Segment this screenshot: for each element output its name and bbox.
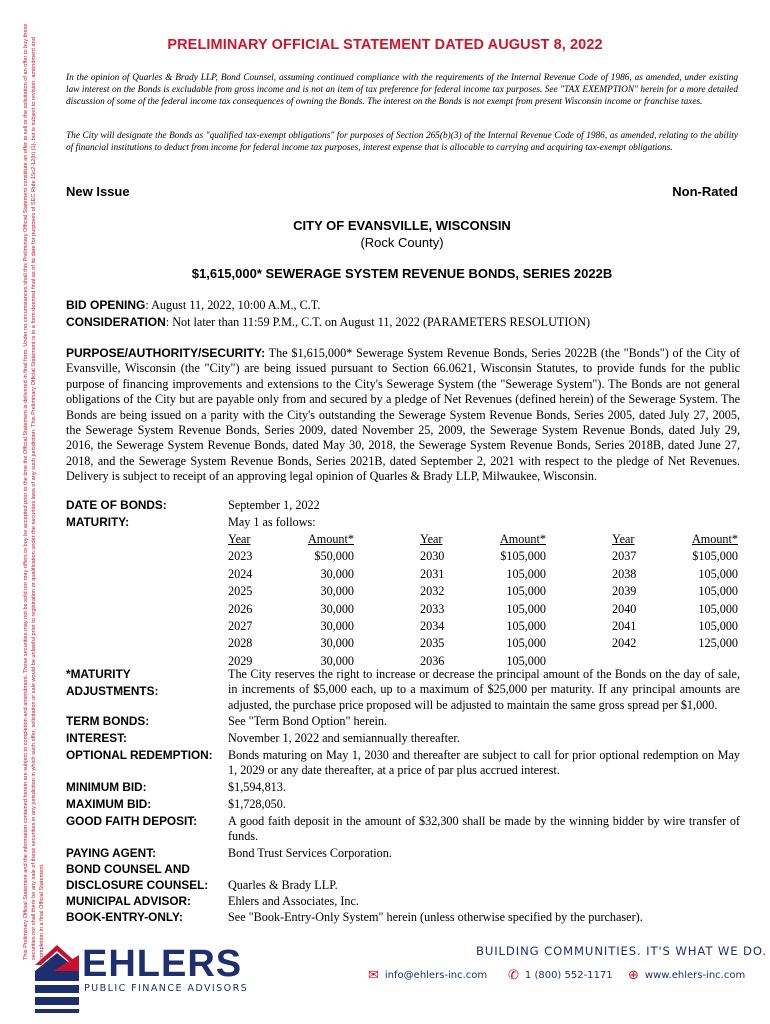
maturity-value: May 1 as follows: bbox=[228, 515, 316, 529]
qualified-obligations-paragraph: The City will designate the Bonds as "qualified tax-exempt obligations" for purposes of Section 265(b)(3) of the Internal Revenue Code of 1986, as amended, relating to the ability of financial institutions to deduct from income for federal income tax purposes, interest expense that is allocable to carrying and acquiring tax-exempt obligations. bbox=[66, 131, 738, 153]
page-title: PRELIMINARY OFFICIAL STATEMENT DATED AUGUST 8, 2022 bbox=[167, 37, 603, 53]
optional-redemption-label: OPTIONAL REDEMPTION: bbox=[66, 748, 213, 762]
maturity-column-3 bbox=[612, 531, 738, 653]
maturity-adjustments-label-2: ADJUSTMENTS: bbox=[66, 684, 159, 698]
purpose-text: The $1,615,000* Sewerage System Revenue Bonds, Series 2022B (the "Bonds") of the City of Evansville, Wisconsin (the "City") are being issued pursuant to Section 66.0621, Wisconsin Statutes, to provide funds for the public purpose of financing improvements and extensions to the City's Sewerage System (the "Sewerage System"). The Bonds are not general obligations of the City but are payable only from and secured by a pledge of Net Revenues (defined herein) of the Sewerage System. The Bonds are being issued on a parity with the City's outstanding the Sewerage System Revenue Bonds, Series 2005, dated July 27, 2005, the Sewerage System Revenue Bonds, Series 2009, dated November 25, 2009, the Sewerage System Revenue Bonds, dated July 29, 2016, the Sewerage System Revenue Bonds, dated May 30, 2018, the Sewerage System Revenue Bonds, Series 2018B, dated June 27, 2018, and the Sewerage System Revenue Bonds, Series 2021B, dated September 2, 2021 with respect to the pledge of Net Revenues. Delivery is subject to receipt of an approving legal opinion of Quarles & Brady LLP, Milwaukee, Wisconsin. bbox=[66, 346, 740, 484]
maturity-row: 2028 30,000 bbox=[228, 636, 354, 651]
maturity-row: 2038 105,000 bbox=[612, 566, 738, 581]
maturity-row: 2040 105,000 bbox=[612, 601, 738, 616]
maturity-label: MATURITY: bbox=[66, 515, 130, 529]
maturity-row: 2037 $105,000 bbox=[612, 549, 738, 564]
book-entry-label: BOOK-ENTRY-ONLY: bbox=[66, 910, 183, 924]
consideration-value: : Not later than 11:59 P.M., C.T. on August 11, 2022 (PARAMETERS RESOLUTION) bbox=[165, 315, 591, 329]
email-text[interactable]: info@ehlers-inc.com bbox=[384, 970, 488, 981]
purpose-paragraph bbox=[66, 346, 740, 485]
term-bonds-value: See "Term Bond Option" herein. bbox=[228, 714, 388, 728]
interest-label: INTEREST: bbox=[66, 731, 127, 745]
maturity-adjustments-value: The City reserves the right to increase or decrease the principal amount of the Bonds on the day of sale, in increments of $5,000 each, up to a maximum of $25,000 per maturity. If any principal amounts are adjusted, the purchase price proposed will be adjusted to maintain the same gross spread per $1,000. bbox=[228, 667, 740, 712]
consideration bbox=[66, 315, 738, 330]
maturity-row: 2032 105,000 bbox=[420, 584, 546, 599]
maturity-row: 2033 105,000 bbox=[420, 601, 546, 616]
bond-counsel-value: Quarles & Brady LLP. bbox=[228, 878, 338, 892]
date-of-bonds-value: September 1, 2022 bbox=[228, 498, 320, 512]
maturity-row: 2031 105,000 bbox=[420, 566, 546, 581]
maximum-bid-label: MAXIMUM BID: bbox=[66, 797, 152, 811]
paying-agent-label: PAYING AGENT: bbox=[66, 846, 157, 860]
rating: Non-Rated bbox=[672, 184, 738, 199]
maturity-column-2 bbox=[420, 531, 546, 670]
optional-redemption-value: Bonds maturing on May 1, 2030 and thereafter are subject to call for prior optional redemption on May 1, 2029 or any date thereafter, at a price of par plus accrued interest. bbox=[228, 748, 740, 778]
contact-email[interactable] bbox=[368, 968, 487, 983]
issue-type: New Issue bbox=[66, 184, 130, 199]
term-bonds-label: TERM BONDS: bbox=[66, 714, 150, 728]
good-faith-deposit-label: GOOD FAITH DEPOSIT: bbox=[66, 814, 198, 828]
phone-text[interactable]: 1 (800) 552-1171 bbox=[524, 970, 613, 981]
bid-opening-label: BID OPENING bbox=[66, 298, 146, 312]
maturity-row: 2024 30,000 bbox=[228, 566, 354, 581]
year-header: Year bbox=[612, 532, 635, 546]
tax-exemption-paragraph: In the opinion of Quarles & Brady LLP, Bond Counsel, assuming continued compliance with the requirements of the Internal Revenue Code of 1986, as amended, under existing law interest on the Bonds is excludable from gross income and is not an item of tax preference for federal income tax purposes. See "TAX EXEMPTION" herein for a more detailed discussion of some of the federal income tax consequences of owning the Bonds. The interest on the Bonds is not exempt from present Wisconsin income or franchise taxes. bbox=[66, 73, 738, 107]
amount-header: Amount* bbox=[499, 532, 546, 546]
county-name: (Rock County) bbox=[360, 235, 444, 250]
maximum-bid-value: $1,728,050. bbox=[228, 797, 286, 811]
maturity-row: 2023 $50,000 bbox=[228, 549, 354, 564]
purpose-label: PURPOSE/AUTHORITY/SECURITY: bbox=[66, 346, 266, 360]
maturity-row: 2027 30,000 bbox=[228, 619, 354, 634]
maturity-row: 2025 30,000 bbox=[228, 584, 354, 599]
issuer-name: CITY OF EVANSVILLE, WISCONSIN bbox=[293, 218, 511, 233]
year-header: Year bbox=[228, 532, 251, 546]
envelope-icon: ✉ bbox=[368, 968, 379, 983]
maturity-row: 2026 30,000 bbox=[228, 601, 354, 616]
contact-website[interactable] bbox=[628, 968, 745, 983]
bonds-title: $1,615,000* SEWERAGE SYSTEM REVENUE BONDS, SERIES 2022B bbox=[191, 266, 613, 281]
phone-icon: ✆ bbox=[508, 968, 519, 983]
maturity-row: 2034 105,000 bbox=[420, 619, 546, 634]
maturity-column-1 bbox=[228, 531, 354, 670]
interest-value: November 1, 2022 and semiannually thereafter. bbox=[228, 731, 460, 745]
year-header: Year bbox=[420, 532, 443, 546]
contact-phone[interactable] bbox=[508, 968, 613, 983]
municipal-advisor-value: Ehlers and Associates, Inc. bbox=[228, 894, 359, 908]
consideration-label: CONSIDERATION bbox=[66, 315, 166, 329]
paying-agent-value: Bond Trust Services Corporation. bbox=[228, 846, 392, 860]
maturity-row: 2036 105,000 bbox=[420, 653, 546, 668]
minimum-bid-value: $1,594,813. bbox=[228, 780, 286, 794]
amount-header: Amount* bbox=[691, 532, 738, 546]
maturity-row: 2035 105,000 bbox=[420, 636, 546, 651]
bond-counsel-label-2: DISCLOSURE COUNSEL: bbox=[66, 878, 209, 892]
maturity-row: 2039 105,000 bbox=[612, 584, 738, 599]
date-of-bonds-label: DATE OF BONDS: bbox=[66, 498, 167, 512]
logo-subtitle: PUBLIC FINANCE ADVISORS bbox=[84, 983, 249, 994]
book-entry-value: See "Book-Entry-Only System" herein (unless otherwise specified by the purchaser). bbox=[228, 910, 643, 924]
bid-opening-value: : August 11, 2022, 10:00 A.M., C.T. bbox=[145, 298, 321, 312]
globe-icon: ⊕ bbox=[628, 968, 639, 983]
logo-wordmark: EHLERS bbox=[82, 943, 243, 985]
maturity-adjustments-label-1: *MATURITY bbox=[66, 667, 131, 681]
municipal-advisor-label: MUNICIPAL ADVISOR: bbox=[66, 894, 191, 908]
maturity-row: 2042 125,000 bbox=[612, 636, 738, 651]
bond-counsel-label-1: BOND COUNSEL AND bbox=[66, 862, 190, 876]
side-disclaimer: This Preliminary Official Statement and the information contained herein are subject to completion and amendment. These securities may not be sold nor may offers to buy be accepted prior to the time the Official Statement is delivered in final form. Under no circumstances shall this Preliminary Official Statement constitute an offer to sell or the solicitation of an offer to buy these securities nor shall there be any sale of these securities in any jurisdiction in which such offer, solicitation or sale would be unlawful prior to registration or qualification under the securities laws of any such jurisdiction. This Preliminary Official Statement is in a form deemed final as of its date for purposes of SEC Rule 15c2-12(b) (1), but is subject to revision, amendment and completion in a final Official Statement. bbox=[23, 23, 45, 960]
website-text[interactable]: www.ehlers-inc.com bbox=[644, 970, 746, 981]
maturity-row: 2041 105,000 bbox=[612, 619, 738, 634]
issue-row bbox=[66, 184, 738, 200]
maturity-row: 2030 $105,000 bbox=[420, 549, 546, 564]
amount-header: Amount* bbox=[307, 532, 354, 546]
tagline: BUILDING COMMUNITIES. IT'S WHAT WE DO. bbox=[476, 944, 768, 958]
bid-opening bbox=[66, 298, 738, 313]
maturity-row: 2029 30,000 bbox=[228, 653, 354, 668]
minimum-bid-label: MINIMUM BID: bbox=[66, 780, 147, 794]
good-faith-deposit-value: A good faith deposit in the amount of $32,300 shall be made by the winning bidder by wire transfer of funds. bbox=[228, 814, 740, 844]
